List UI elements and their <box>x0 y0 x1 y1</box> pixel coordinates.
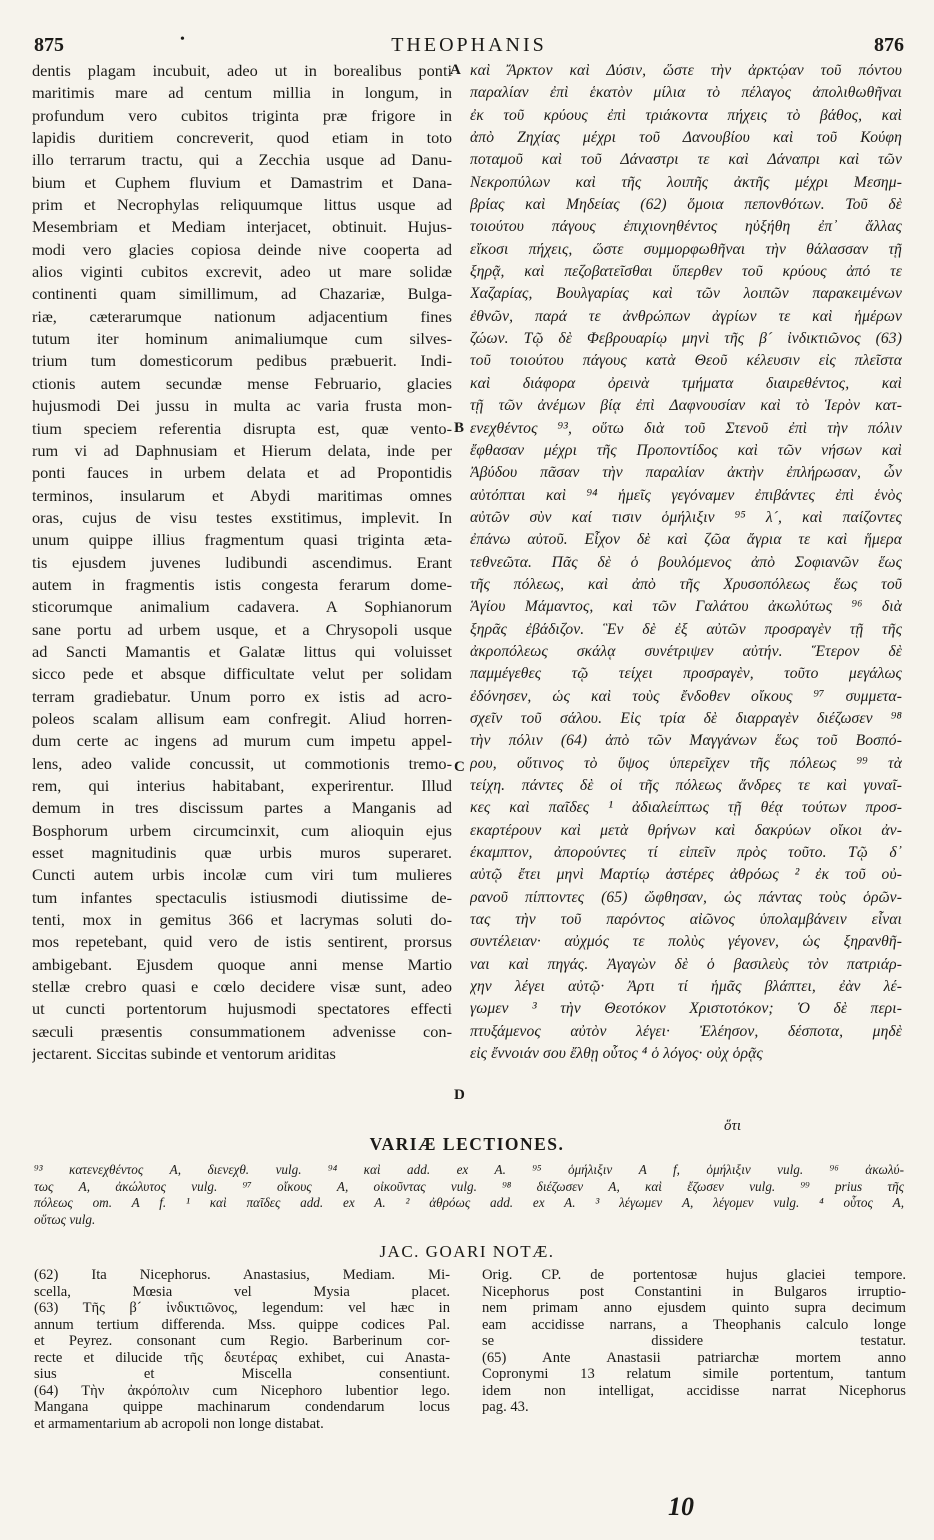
greek-text-line: παραλίαν ἐπὶ ἑκατὸν μίλια τὸ πέλαγος ἀπολιθωθῆναι <box>470 84 902 102</box>
variae-lectiones <box>34 1162 904 1228</box>
note-line: (63) Τῆς β´ ἰνδικτιῶνος, legendum: vel hæc in <box>34 1300 450 1316</box>
note-line: scella, Mœsia vel Mysia placet. <box>34 1283 450 1300</box>
latin-text-line: tenti, mox in gemitus 366 et lacrymas soluti do- <box>32 910 452 930</box>
greek-text-line: καὶ διάφορα ὀρεινὰ τμήματα διαιρεθέντος, καὶ <box>470 374 902 392</box>
note-line: pag. 43. <box>482 1399 529 1415</box>
latin-text-line: riæ, cæterarumque nationum adjacentium fines <box>32 306 452 326</box>
latin-text-line: stellæ crebro quasi e cœlo decidere visæ sunt, adeo <box>32 977 452 997</box>
latin-text-line: sæculi præsentis consummationem advenisse con- <box>32 1021 452 1041</box>
note-line: idem non intelligat, accidisse narrat Nicephorus <box>482 1382 906 1399</box>
note-line: recte et dilucide τῆς δευτέρας exhibet, cui Anasta- <box>34 1349 450 1366</box>
note-line: Orig. CP. de portentosæ hujus glaciei tempore. <box>482 1267 906 1283</box>
greek-text-line: ξηρᾶς ἐβάδιζον. Ἓν δὲ ἐξ αὐτῶν προσραγὲν τῇ τῆς <box>470 620 902 638</box>
latin-text-line: ctionis autem secundæ mense Februario, glacies <box>32 373 452 393</box>
variae-line: ⁹³ κατενεχθέντος A, διενεχθ. vulg. ⁹⁴ καὶ add. ex A. ⁹⁵ ὁμήλιξιν A f, ὁμήλιξιν vulg. ⁹⁶ ἀκωλύ- <box>34 1162 904 1177</box>
greek-text-line: Ἀβύδου πᾶσαν τὴν παραλίαν ἀκτὴν ἐπλήρωσαν, ὧν <box>470 464 902 482</box>
latin-text-line: sticorumque animalium cadavera. A Sophianorum <box>32 597 452 617</box>
latin-text-line: tis ejusdem juvenes ludibundi ascendimus. Erant <box>32 552 452 572</box>
note-line: Mangana quippe machinarum condendarum locus <box>34 1399 450 1415</box>
running-title: THEOPHANIS <box>391 34 547 56</box>
greek-text-line: εἴκοσι πήχεις, ὥστε συμμορφωθῆναι τὴν θάλασσαν τῇ <box>470 240 902 258</box>
margin-letter-a: A <box>450 62 461 78</box>
greek-text-line: ζώων. Τῷ δὲ Φεβρουαρίῳ μηνὶ τῆς β´ ἰνδικτιῶνος (63) <box>470 330 902 348</box>
note-line: eam accidisse narrans, a Theophanis calculo longe <box>482 1316 906 1333</box>
greek-text-line: αὐτόπται καὶ ⁹⁴ ἡμεῖς γεγόναμεν ἐπιβάντες ἐπὶ ἑνὸς <box>470 486 902 504</box>
greek-trailing-word: ὅτι <box>724 1118 742 1134</box>
latin-text-line: prim et Necrophylas reliquumque littus usque ad <box>32 195 452 215</box>
latin-text-line: dentis plagam incubuit, adeo ut in borealibus ponti <box>32 61 452 80</box>
signature-mark: 10 <box>668 1492 694 1521</box>
greek-text-line: συντέλειαν· αὐχμός τε πολὺς γέγονεν, ὡς ξηρανθῆ- <box>470 933 902 951</box>
greek-text-line: ρου, οὕτινος τὸ ὕψος ὑπερεῖχεν τῆς πόλεως ⁹⁹ τὰ <box>470 754 902 772</box>
greek-text-line: τὴν πόλιν (64) ἀπὸ τῶν Μαγγάνων ἕως τοῦ Βοσπό- <box>470 732 902 750</box>
margin-letter-c: C <box>454 759 465 775</box>
greek-text-line: κες καὶ παῖδες ¹ ἀδιαλείπτως τῇ θέᾳ τούτων προσ- <box>470 799 902 817</box>
greek-text-line: τας τὴν τοῦ παρόντος αἰῶνος ὑπολαμβάνειν εἶναι <box>470 911 902 929</box>
latin-text-line: terram gradiebatur. Unum porro ex istis ad acro- <box>32 686 452 706</box>
page-header <box>34 34 904 58</box>
greek-text-line: ναι καὶ πηγάς. Ἀγαγὼν δὲ ὁ βασιλεὺς τὸν πατριάρ- <box>470 955 902 973</box>
greek-text-line: αὐτῷ ἔτει μηνὶ Μαρτίῳ ἀστέρες ἀθρόως ² ἐκ τοῦ οὐ- <box>470 866 902 884</box>
greek-text-line: σχεῖν τοῦ σάλου. Εἰς τρία δὲ διαρραγὲν διέζωσεν ⁹⁸ <box>470 709 902 727</box>
latin-text-line: tium speciem referentia disrupta est, quæ vento- <box>32 418 452 438</box>
greek-text-line: ενεχθέντος ⁹³, οὕτω διὰ τοῦ Στενοῦ ἐπὶ τὴν πόλιν <box>470 419 902 437</box>
notes-heading: JAC. GOARI NOTÆ. <box>379 1242 555 1261</box>
latin-text-line: autem in fragmentis istis congesta ferarum dome- <box>32 574 452 594</box>
page-number-right: 876 <box>874 34 904 56</box>
latin-text-line: Cuncti autem urbis incolæ cum viri tum mulieres <box>32 865 452 885</box>
latin-text-line: ambigebant. Ejusdem quoque anni mense Martio <box>32 954 452 974</box>
latin-column <box>32 60 452 1065</box>
greek-column <box>470 60 902 1065</box>
variae-line: πόλεως om. A f. ¹ καὶ παῖδες add. ex A. ² ἀθρόως add. ex A. ³ λέγωμεν A, λέγομεν vulg. ⁴ οὗτος A, <box>34 1195 904 1210</box>
greek-text-line: έκαμπτον, ἀπορούντες τί εἰπεῖν πρὸς τοῦτο. Τῷ δ᾽ <box>470 844 902 862</box>
latin-text-line: illo terrarum tractu, qui a Zecchia usque ad Danu- <box>32 150 452 170</box>
latin-text-line: mos repetebant, quid vero de istis sentirent, prorsus <box>32 932 452 952</box>
note-line: Copronymi 13 relatum simile portentum, tantum <box>482 1366 906 1382</box>
latin-text-line: jectarent. Siccitas subinde et ventorum ariditas <box>32 1044 336 1064</box>
greek-text-line: εἰς ἔννοιάν σου ἔλθῃ οὗτος ⁴ ὁ λόγος· οὐχ ὁρᾷς <box>470 1045 763 1063</box>
greek-text-line: ἔφθασαν μέχρι τῆς Προποντίδος καὶ τῶν νήσων καὶ <box>470 441 902 459</box>
greek-text-line: ρανοῦ πίπτοντες (65) ὤφθησαν, ὡς πάντας τοὺς ὁρῶν- <box>470 888 902 906</box>
latin-text-line: poleos scalam allisum eam confregit. Aliud horren- <box>32 708 452 728</box>
note-line: (62) Ita Nicephorus. Anastasius, Mediam. Mi- <box>34 1267 450 1283</box>
note-line: annum tertium differenda. Mss. quippe codices Pal. <box>34 1316 450 1333</box>
latin-text-line: esset magnitudinis quæ urbis muros superaret. <box>32 843 452 863</box>
latin-text-line: modi vero glacies copiosa deinde nive cooperta ad <box>32 239 452 259</box>
latin-text-line: dum certe ac ingens ad murum cum impetu appel- <box>32 731 452 751</box>
notes-left-column <box>34 1267 450 1432</box>
greek-text-line: βρίας καὶ Μηδείας (62) ὅμοια πεπονθότων. Τοῦ δὲ <box>470 196 902 214</box>
latin-text-line: tum infantes spectaculis istiusmodi diutissime de- <box>32 887 452 907</box>
latin-text-line: unum quippe illius fragmentum quasi triginta æta- <box>32 530 452 550</box>
latin-text-line: profundum vero cubitos triginta præ frigore in <box>32 105 452 125</box>
variae-lectiones-heading: VARIÆ LECTIONES. <box>369 1134 565 1154</box>
latin-text-line: sicco pede et absque difficultate velut per solidam <box>32 664 452 684</box>
latin-text-line: Mesembriam et Mediam interjacet, obtinuit. Hujus- <box>32 217 452 237</box>
notes-right-column <box>482 1267 906 1416</box>
latin-text-line: rum vi ad Daphnusiam et Hierum delata, inde per <box>32 440 452 460</box>
greek-text-line: ποταμοῦ καὶ τοῦ Δάναστρι τε καὶ Δάναπρι καὶ τῶν <box>470 151 902 169</box>
greek-text-line: εκαρτέρουν καὶ μετὰ θρήνων καὶ δακρύων οἴκοι ἀν- <box>470 821 902 839</box>
greek-text-line: χην λέγει αὐτῷ· Ἀρτι τί ἡμᾶς βλάπτει, ἐὰν λέ- <box>470 978 902 996</box>
latin-text-line: alios viginti cubitos excrevit, adeo ut mare solidæ <box>32 262 452 282</box>
greek-text-line: τοῦ τοιούτου πάγους κατὰ Θεοῦ κέλευσιν εἰς πλεῖστα <box>470 352 902 370</box>
latin-text-line: ponti fauces in urbem delata et ad Propontidis <box>32 463 452 483</box>
header-mark: • <box>180 32 185 47</box>
latin-text-line: sane portu ad urbem usque, et a Chrysopoli usque <box>32 619 452 639</box>
latin-text-line: maritimis mare ad centum millia in longum, in <box>32 83 452 103</box>
latin-text-line: demum in tres discissum partes a Manganis ad <box>32 798 452 818</box>
latin-text-line: tutum iter hominum animaliumque cum silves- <box>32 329 452 349</box>
latin-text-line: lapidis duritiem concreverit, quod etiam in toto <box>32 128 452 148</box>
greek-text-line: πτυξάμενος αὐτὸν λέγει· Ἐλέησον, δέσποτα, μηδὲ <box>470 1022 902 1040</box>
variae-line: τως A, ἀκώλυτος vulg. ⁹⁷ οἴκους A, οἰκοῦντας vulg. ⁹⁸ διέζωσεν A, καὶ ἔζωσεν vulg. ⁹⁹ prius τῆς <box>34 1178 904 1194</box>
note-line: Nicephorus post Constantini in Bulgaros irruptio- <box>482 1283 906 1300</box>
latin-text-line: terminos, insularum et Abydi maritimas omnes <box>32 485 452 505</box>
latin-text-line: rem, qui interius habitabant, experirentur. Illud <box>32 776 452 795</box>
greek-text-line: τοιούτου πάγους ἐπιχιονηθέντος ηὐξήθη ἐπ᾽ ἄλλας <box>470 218 902 236</box>
greek-text-line: ἀπὸ Ζηχίας μέχρι τοῦ Δανουβίου καὶ τοῦ Κούφη <box>470 129 902 147</box>
greek-text-line: ἀκροπόλεως σκάλᾳ συνέτριψεν αὐτήν. Ἕτερον δὲ <box>470 642 902 660</box>
latin-text-line: trium tum domesticorum pedibus præbuerit. Indi- <box>32 351 452 371</box>
variae-line: οὕτως vulg. <box>34 1211 96 1227</box>
greek-text-line: ἐδόνησεν, ὡς καὶ τοὺς ἔνδοθεν οἴκους ⁹⁷ συμμετα- <box>470 687 902 705</box>
latin-text-line: lens, adeo valide concussit, ut commotionis tremo- <box>32 753 452 773</box>
greek-text-line: Χαζαρίας, Βουλγαρίας καὶ τῶν λοιπῶν παρακειμένων <box>470 285 902 303</box>
latin-text-line: hujusmodi Dei jussu in multa ac varia frusta mon- <box>32 396 452 416</box>
note-line: et Peyrez. consonant cum Regio. Barberinum cor- <box>34 1333 450 1349</box>
greek-text-line: ἐπάνω αὐτοῦ. Εἶχον δὲ καὶ ζῶα ἄγρια τε καὶ ἥμερα <box>470 531 902 549</box>
note-line: se dissidere testatur. <box>482 1333 906 1349</box>
greek-text-line: γωμεν ³ τὴν Θεοτόκον Χριστοτόκον; Ὁ δὲ περι- <box>470 1000 902 1018</box>
greek-text-line: ἐθνῶν, παρά τε ἀνθρώπων ἀγρίων τε καὶ ἡμέρων <box>470 307 902 325</box>
latin-text-line: ut cuncti portentorum hujusmodi spectatores effecti <box>32 999 452 1019</box>
greek-text-line: ἐκ τοῦ κρύους ἐπὶ τριάκοντα πήχεις τὸ βάθος, καὶ <box>470 106 902 124</box>
greek-text-line: Νεκροπύλων καὶ τῆς λοιπῆς ἀκτῆς μέχρι Μεσημ- <box>470 173 902 191</box>
margin-letter-b: B <box>454 420 465 436</box>
greek-text-line: τείχη. πάντες δὲ οἱ τῆς πόλεως ἄνδρες τε καὶ γυναῖ- <box>470 777 902 794</box>
greek-text-line: Ἁγίου Μάμαντος, καὶ τῶν Γαλάτου ἀκωλύτως ⁹⁶ διὰ <box>470 598 902 616</box>
note-line: sius et Miscella consentiunt. <box>34 1366 450 1382</box>
latin-text-line: bium et Cuphem fluvium et Damastrim et Dana- <box>32 172 452 192</box>
greek-text-line: τεθνεῶτα. Πᾶς δὲ ὁ βουλόμενος ἀπὸ Σοφιανῶν ἕως <box>470 553 902 571</box>
greek-text-line: καὶ Ἄρκτον καὶ Δύσιν, ὥστε τὴν ἀρκτῴαν τοῦ πόντου <box>470 62 902 79</box>
note-line: nem primam anno ejusdem quinto supra decimum <box>482 1300 906 1316</box>
margin-letter-d: D <box>454 1087 465 1103</box>
note-line: et armamentarium ab acropoli non longe distabat. <box>34 1415 324 1432</box>
greek-text-line: ξηρᾷ, καὶ πεζοβατεῖσθαι ὕπερθεν τοῦ κρύους ἀπό τε <box>470 263 902 281</box>
greek-text-line: παμμέγεθες τῷ τείχει προσραγὲν, τοῦτο μεγάλως <box>470 665 902 683</box>
greek-text-line: αὐτῶν σὺν καί τισιν ὁμήλιξιν ⁹⁵ λ´, καὶ παίζοντες <box>470 508 902 526</box>
latin-text-line: oras, cujus de visu testes exstitimus, implevit. In <box>32 507 452 527</box>
page-number-left: 875 <box>34 34 64 56</box>
latin-text-line: continenti quam simillimum, ad Chazariæ, Bulga- <box>32 284 452 304</box>
note-line: (65) Ante Anastasii patriarchæ mortem anno <box>482 1349 906 1366</box>
latin-text-line: Bosphorum urbem circumcinxit, cum alioquin ejus <box>32 820 452 840</box>
latin-text-line: ad Sancti Mamantis et Galatæ littus qui voluisset <box>32 641 452 661</box>
note-line: (64) Τὴν ἀκρόπολιν cum Nicephoro lubentior lego. <box>34 1382 450 1399</box>
greek-text-line: τῇ τῶν ἀνέμων βίᾳ ἐπὶ Δαφνουσίαν καὶ τὸ Ἱερὸν κατ- <box>470 397 902 415</box>
greek-text-line: τῆς πόλεως, καὶ ἀπὸ τῆς Χρυσοπόλεως ἕως τοῦ <box>470 575 902 593</box>
